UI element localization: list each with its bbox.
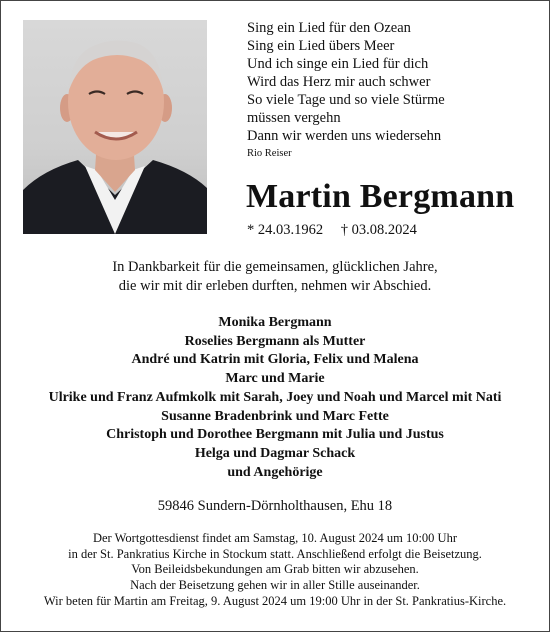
poem-line: müssen vergehn xyxy=(247,110,341,126)
poem-line: Sing ein Lied für den Ozean xyxy=(247,20,411,36)
mourner-line: Marc und Marie xyxy=(225,371,325,387)
service-line: Der Wortgottesdienst findet am Samstag, 10. August 2024 um 10:00 Uhr xyxy=(92,531,457,545)
poem-line: So viele Tage und so viele Stürme xyxy=(247,92,445,108)
poem xyxy=(247,19,445,161)
thanks-line: die wir mit dir erleben durften, nehmen wir Abschied. xyxy=(118,278,432,294)
portrait-photo xyxy=(23,20,207,234)
mourner-line: Susanne Bradenbrink und Marc Fette xyxy=(161,408,389,424)
service-line: Nach der Beisetzung gehen wir in aller Stille auseinander. xyxy=(130,578,420,593)
poem-line: Und ich singe ein Lied für dich xyxy=(247,56,429,72)
death-date: † 03.08.2024 xyxy=(340,222,417,238)
poem-author: Rio Reiser xyxy=(247,148,292,159)
deceased-name: Martin Bergmann xyxy=(246,178,515,215)
thanks-text xyxy=(0,258,550,296)
mourner-line: und Angehörige xyxy=(227,464,323,480)
life-dates xyxy=(247,222,431,239)
mourners-list xyxy=(0,314,550,482)
thanks-line: In Dankbarkeit für die gemeinsamen, glücklichen Jahre, xyxy=(112,259,438,275)
mourner-line: Helga und Dagmar Schack xyxy=(194,445,356,461)
poem-line: Wird das Herz mir auch schwer xyxy=(247,74,431,90)
portrait-illustration xyxy=(23,20,207,234)
service-info xyxy=(0,531,550,610)
mourner-line: Monika Bergmann xyxy=(218,315,332,330)
mourner-line: Roselies Bergmann als Mutter xyxy=(184,333,366,349)
service-line: in der St. Pankratius Kirche in Stockum statt. Anschließend erfolgt die Beisetzung. xyxy=(68,546,482,561)
service-line: Wir beten für Martin am Freitag, 9. August 2024 um 19:00 Uhr in der St. Pankratius-Kirche. xyxy=(43,593,507,608)
poem-line: Dann wir werden uns wiedersehn xyxy=(247,128,442,144)
service-line: Von Beileidsbekundungen am Grab bitten wir abzusehen. xyxy=(131,562,419,577)
mourner-line: Christoph und Dorothee Bergmann mit Julia und Justus xyxy=(106,427,444,443)
mourner-line: André und Katrin mit Gloria, Felix und Malena xyxy=(131,352,419,368)
mourner-line: Ulrike und Franz Aufmkolk mit Sarah, Joey und Noah und Marcel mit Nati xyxy=(48,389,502,405)
address: 59846 Sundern-Dörnholthausen, Ehu 18 xyxy=(157,498,393,514)
birth-date: * 24.03.1962 xyxy=(247,222,324,238)
poem-line: Sing ein Lied übers Meer xyxy=(247,38,395,54)
